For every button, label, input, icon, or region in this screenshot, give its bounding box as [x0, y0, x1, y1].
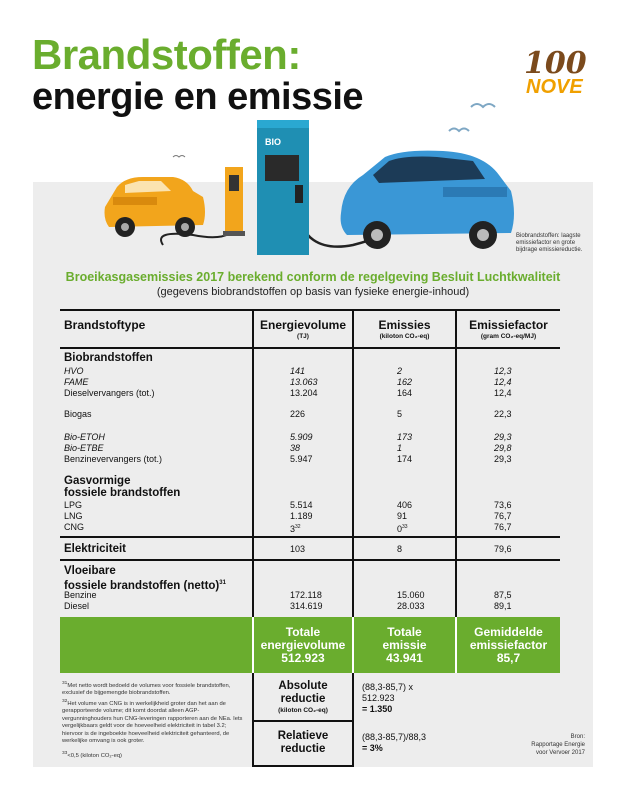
elec-bottom-rule	[60, 559, 560, 561]
header-emission: Emissies (kiloton CO₂-eq)	[378, 318, 431, 340]
absolute-reduction-value: (88,3-85,7) x 512.923 = 1.350	[362, 682, 414, 714]
total-emission: Totale emissie 43.941	[382, 625, 427, 665]
bird-icon	[471, 104, 495, 107]
bird-icon	[173, 156, 185, 158]
col-divider-2	[352, 309, 354, 619]
page-title-line2: energie en emissie	[32, 76, 364, 118]
bio-pump-label: BIO	[265, 137, 282, 147]
header-energy: Energievolume (TJ)	[259, 318, 347, 340]
bird-icon	[449, 129, 469, 132]
nove-100-logo: 100 NOVE	[524, 46, 587, 98]
cars-at-fuel-pumps-illustration	[33, 95, 593, 265]
category-gas: Gasvormige fossiele brandstoffen	[64, 475, 181, 499]
footnote-31: $^{31}$Met netto wordt bedoeld de volumes voor fossiele brandstoffen, exclusief de bijgemengde biobrandstoffen.	[62, 681, 231, 697]
table-subtitle: (gegevens biobrandstoffen op basis van fysieke energie-inhoud)	[156, 286, 470, 298]
total-energy: Totale energievolume 512.923	[260, 625, 346, 665]
footnote-32: $^{32}$Het volume van CNG is in werkelijkheid groter dan het aan de gerapporteerde volume; dit komt doordat alleen AGP-vergunninghouders hun CNG-leveringen rapporteren aan de NEa. Iets vergelijkbaars geldt voor de hoeveelheid elektriciteit in tabel 3.2; hiervoor is de ingeboekte hoeveelheid elektriciteit gehanteerd, de werkelijke omvang is ook groter.	[62, 699, 243, 745]
average-factor: Gemiddelde emissiefactor 85,7	[469, 625, 548, 665]
category-bio: Biobrandstoffen	[64, 352, 153, 364]
elec-top-rule	[60, 536, 560, 538]
category-liquid: Vloeibare fossiele brandstoffen (netto)$^{31}$	[64, 565, 226, 592]
relative-reduction-label: Relatieve reductie	[277, 730, 329, 755]
table-title: Broeikasgasemissies 2017 berekend conform de regelgeving Besluit Luchtkwaliteit	[65, 270, 561, 284]
source-note: Bron: Rapportage Energie voor Vervoer 2017	[531, 734, 585, 756]
footnote-33: $^{33}$<0,5 (kiloton CO₂-eq)	[62, 751, 122, 759]
header-type: Brandstoftype	[64, 318, 146, 332]
header-bottom-rule	[60, 347, 560, 349]
table-top-rule	[60, 309, 560, 311]
header-factor: Emissiefactor (gram CO₂-eq/MJ)	[469, 318, 548, 340]
col-divider-3	[455, 309, 457, 619]
col-divider-1	[252, 309, 254, 619]
absolute-reduction-label: Absolute reductie (kiloton CO₂-eq)	[278, 680, 328, 714]
side-note: Biobrandstoffen: laagste emissiefactor en grote bijdrage emissiereductie.	[516, 233, 583, 253]
page-title-line1: Brandstoffen:	[32, 31, 301, 78]
relative-reduction-value: (88,3-85,7)/88,3 = 3%	[362, 732, 427, 753]
